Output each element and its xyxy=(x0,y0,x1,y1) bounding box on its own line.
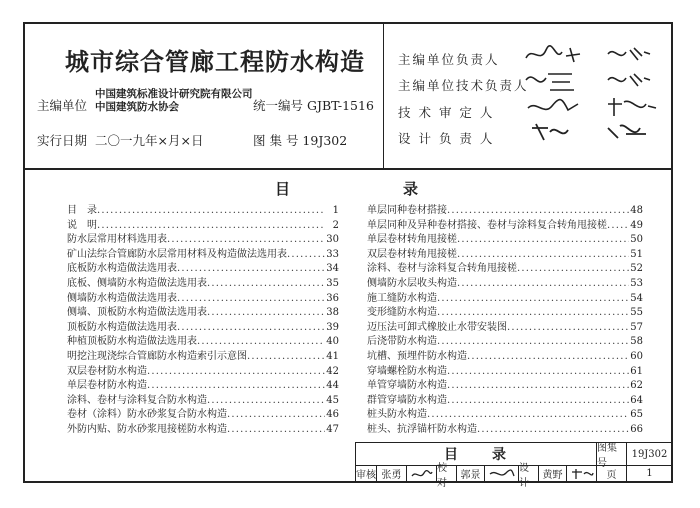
toc-leader-dots xyxy=(227,408,325,423)
toc-entry[interactable] xyxy=(67,233,339,248)
toc-entry-title: 侧墙、顶板防水构造做法选用表 xyxy=(67,307,207,319)
toc-leader-dots xyxy=(177,262,325,277)
toc-entry-title: 双层卷材防水构造 xyxy=(67,365,147,377)
toc-entry[interactable] xyxy=(67,248,339,263)
toc-entry-title: 单管穿墙防水构造 xyxy=(367,380,447,392)
toc-entry-title: 种植顶板防水构造做法选用表 xyxy=(67,336,197,348)
check-label: 校对 xyxy=(436,465,456,482)
toc-entry-title: 迈压法可卸式橡胶止水带安装图 xyxy=(367,321,507,333)
toc-entry-title: 坑槽、预埋件防水构造 xyxy=(367,350,467,362)
toc-leader-dots xyxy=(247,350,325,365)
signature-4 xyxy=(522,120,662,146)
toc-entry-page: 44 xyxy=(326,380,339,392)
toc-entry[interactable] xyxy=(367,350,643,365)
editor-label: 主编单位 xyxy=(37,98,88,113)
toc-leader-dots xyxy=(177,292,325,307)
reviewer-name: 张勇 xyxy=(376,465,406,482)
toc-leader-dots xyxy=(207,394,325,409)
toc-entry[interactable] xyxy=(367,204,643,219)
toc-leader-dots xyxy=(437,306,629,321)
toc-entry-title: 双层卷材转角甩接槎 xyxy=(367,248,457,260)
checker-name: 郭景 xyxy=(456,465,484,482)
toc-leader-dots xyxy=(147,365,325,380)
toc-entry[interactable] xyxy=(67,277,339,292)
toc-entry[interactable] xyxy=(367,306,643,321)
atlas-number: 图 集 号 19J302 xyxy=(253,133,348,148)
toc-leader-dots xyxy=(97,204,325,219)
toc-leader-dots xyxy=(147,379,325,394)
toc-leader-dots xyxy=(457,248,629,263)
toc-entry-page: 2 xyxy=(332,219,339,231)
toc-leader-dots xyxy=(467,350,629,365)
toc-leader-dots xyxy=(457,277,629,292)
checker-signature xyxy=(484,465,518,482)
toc-leader-dots xyxy=(447,379,629,394)
toc-entry[interactable] xyxy=(67,365,339,380)
toc-entry-page: 61 xyxy=(630,365,643,377)
toc-entry[interactable] xyxy=(67,394,339,409)
toc-entry-title: 桩头防水构造 xyxy=(367,409,427,421)
toc-entry-page: 50 xyxy=(630,234,643,246)
toc-entry-title: 侧墙防水构造做法选用表 xyxy=(67,292,177,304)
toc-entry-page: 47 xyxy=(326,423,339,435)
toc-leader-dots xyxy=(177,321,325,336)
toc-leader-dots xyxy=(447,204,629,219)
toc-entry-page: 49 xyxy=(630,219,643,231)
toc-leader-dots xyxy=(227,423,325,438)
review-label: 审核 xyxy=(356,470,376,481)
design-label: 设计 xyxy=(518,465,538,482)
toc-leader-dots xyxy=(507,321,629,336)
toc-entry-title: 后浇带防水构造 xyxy=(367,336,437,348)
toc-entry-title: 防水层常用材料选用表 xyxy=(67,234,167,246)
toc-leader-dots xyxy=(607,219,629,234)
toc-heading-left: 目 xyxy=(275,180,291,198)
toc-entry-page: 42 xyxy=(326,365,339,377)
toc-entry-title: 底板、侧墙防水构造做法选用表 xyxy=(67,277,207,289)
toc-entry-page: 65 xyxy=(630,409,643,421)
footer-title: 目 录 xyxy=(444,447,508,463)
toc-right-column xyxy=(367,204,643,438)
footer-title-block xyxy=(355,442,672,489)
toc-entry-page: 33 xyxy=(326,248,339,260)
designer-name: 黄野 xyxy=(538,465,566,482)
toc-entry-page: 36 xyxy=(326,292,339,304)
toc-entry-title: 变形缝防水构造 xyxy=(367,307,437,319)
toc-leader-dots xyxy=(447,365,629,380)
toc-entry-title: 群管穿墙防水构造 xyxy=(367,394,447,406)
toc-entry-page: 46 xyxy=(326,409,339,421)
toc-entry-title: 底板防水构造做法选用表 xyxy=(67,263,177,275)
footer-atlas-value: 19J302 xyxy=(626,443,672,465)
toc-leader-dots xyxy=(167,233,325,248)
toc-entry[interactable] xyxy=(67,204,339,219)
toc-entry-title: 施工缝防水构造 xyxy=(367,292,437,304)
toc-entry[interactable] xyxy=(367,277,643,292)
toc-entry-page: 64 xyxy=(630,394,643,406)
toc-entry-page: 66 xyxy=(630,423,643,435)
toc-entry[interactable] xyxy=(367,408,643,423)
date-value: 二〇一九年×月×日 xyxy=(95,133,204,148)
toc-entry-title: 单层同种卷材搭接 xyxy=(367,205,447,216)
date-label: 实行日期 xyxy=(37,133,88,148)
toc-leader-dots xyxy=(457,233,629,248)
toc-entry[interactable] xyxy=(367,365,643,380)
toc-entry[interactable] xyxy=(67,335,339,350)
page-value: 1 xyxy=(626,465,672,482)
toc-entry-page: 45 xyxy=(326,394,339,406)
toc-entry-page: 55 xyxy=(630,307,643,319)
toc-leader-dots xyxy=(477,423,629,438)
signature-3 xyxy=(522,94,662,120)
toc-entry-title: 桩头、抗浮锚杆防水构造 xyxy=(367,423,477,435)
toc-leader-dots xyxy=(447,394,629,409)
toc-entry[interactable] xyxy=(367,379,643,394)
toc-entry-title: 涂料、卷材与涂料复合防水构造 xyxy=(67,394,207,406)
toc-entry[interactable] xyxy=(367,292,643,307)
toc-entry[interactable] xyxy=(67,423,339,438)
toc-entry-page: 40 xyxy=(326,336,339,348)
toc-entry-page: 48 xyxy=(630,205,643,216)
toc-entry-title: 外防内贴、防水砂浆甩接槎防水构造 xyxy=(67,423,227,435)
toc-leader-dots xyxy=(197,335,325,350)
resp-label-3: 技 术 审 定 人 xyxy=(398,105,495,120)
signature-1 xyxy=(522,42,662,68)
toc-entry[interactable] xyxy=(367,335,643,350)
editor-org-1: 中国建筑标准设计研究院有限公司 xyxy=(95,88,253,100)
toc-leader-dots xyxy=(437,335,629,350)
editor-org-2: 中国建筑防水协会 xyxy=(95,101,179,113)
toc-heading-right: 录 xyxy=(403,180,419,198)
toc-entry[interactable] xyxy=(67,321,339,336)
toc-entry[interactable] xyxy=(367,321,643,336)
toc-entry-page: 34 xyxy=(326,263,339,275)
toc-entry[interactable] xyxy=(67,408,339,423)
resp-label-4: 设 计 负 责 人 xyxy=(398,131,495,146)
page-title: 城市综合管廊工程防水构造 xyxy=(65,47,365,76)
footer-atlas-label: 图集号 xyxy=(596,443,626,465)
toc-entry-page: 52 xyxy=(630,263,643,275)
title-block xyxy=(25,24,671,170)
toc-entry[interactable] xyxy=(367,219,643,234)
toc-leader-dots xyxy=(517,262,629,277)
toc-entry-title: 涂料、卷材与涂料复合转角甩接槎 xyxy=(367,263,517,275)
toc-entry[interactable] xyxy=(367,233,643,248)
toc-leader-dots xyxy=(427,408,629,423)
toc-left-column xyxy=(67,204,339,438)
toc-entry[interactable] xyxy=(67,350,339,365)
toc-entry-page: 39 xyxy=(326,321,339,333)
toc-entry-title: 矿山法综合管廊防水层常用材料及构造做法选用表 xyxy=(67,248,287,260)
toc-entry-title: 单层同种及异种卷材搭接、卷材与涂料复合转角甩接槎 xyxy=(367,219,607,231)
toc-entry-title: 穿墙螺栓防水构造 xyxy=(367,365,447,377)
toc-entry-page: 53 xyxy=(630,277,643,289)
toc-entry[interactable] xyxy=(367,248,643,263)
toc-entry[interactable] xyxy=(67,292,339,307)
toc-leader-dots xyxy=(207,306,325,321)
toc-entry-page: 51 xyxy=(630,248,643,260)
toc-entry[interactable] xyxy=(67,262,339,277)
toc-leader-dots xyxy=(437,292,629,307)
toc-entry[interactable] xyxy=(67,379,339,394)
signature-2 xyxy=(522,68,662,94)
toc-entry-page: 60 xyxy=(630,350,643,362)
page-label: 页 xyxy=(596,465,626,482)
resp-label-2: 主编单位技术负责人 xyxy=(398,78,529,93)
resp-label-1: 主编单位负责人 xyxy=(398,52,500,67)
toc-entry-page: 57 xyxy=(630,321,643,333)
toc-entry[interactable] xyxy=(67,219,339,234)
toc-leader-dots xyxy=(287,248,325,263)
toc-entry-page: 38 xyxy=(326,307,339,319)
toc-entry-title: 顶板防水构造做法选用表 xyxy=(67,321,177,333)
toc-entry-title: 卷材（涂料）防水砂浆复合防水构造 xyxy=(67,409,227,421)
toc-entry-page: 62 xyxy=(630,380,643,392)
toc-entry[interactable] xyxy=(367,262,643,277)
toc-entry-page: 35 xyxy=(326,277,339,289)
toc-entry-title: 说 明 xyxy=(67,219,97,231)
designer-signature xyxy=(566,465,596,482)
toc-entry-title: 单层卷材防水构造 xyxy=(67,380,147,392)
toc-entry-page: 41 xyxy=(326,350,339,362)
header-divider xyxy=(383,24,384,168)
toc-leader-dots xyxy=(207,277,325,292)
toc-entry-page: 30 xyxy=(326,234,339,246)
toc-entry-title: 明挖注现浇综合管廊防水构造索引示意图 xyxy=(67,350,247,362)
toc-entry-page: 58 xyxy=(630,336,643,348)
unified-number: 统一编号 GJBT-1516 xyxy=(253,98,374,113)
toc-entry-page: 1 xyxy=(332,205,339,216)
toc-entry-title: 目 录 xyxy=(67,205,97,216)
drawing-sheet xyxy=(23,22,673,489)
toc-leader-dots xyxy=(97,219,325,234)
toc-entry-title: 单层卷材转角甩接槎 xyxy=(367,234,457,246)
reviewer-signature xyxy=(406,465,436,482)
toc-entry[interactable] xyxy=(367,423,643,438)
toc-entry[interactable] xyxy=(67,306,339,321)
toc-entry-page: 54 xyxy=(630,292,643,304)
toc-entry-title: 侧墙防水层收头构造 xyxy=(367,277,457,289)
toc-entry[interactable] xyxy=(367,394,643,409)
